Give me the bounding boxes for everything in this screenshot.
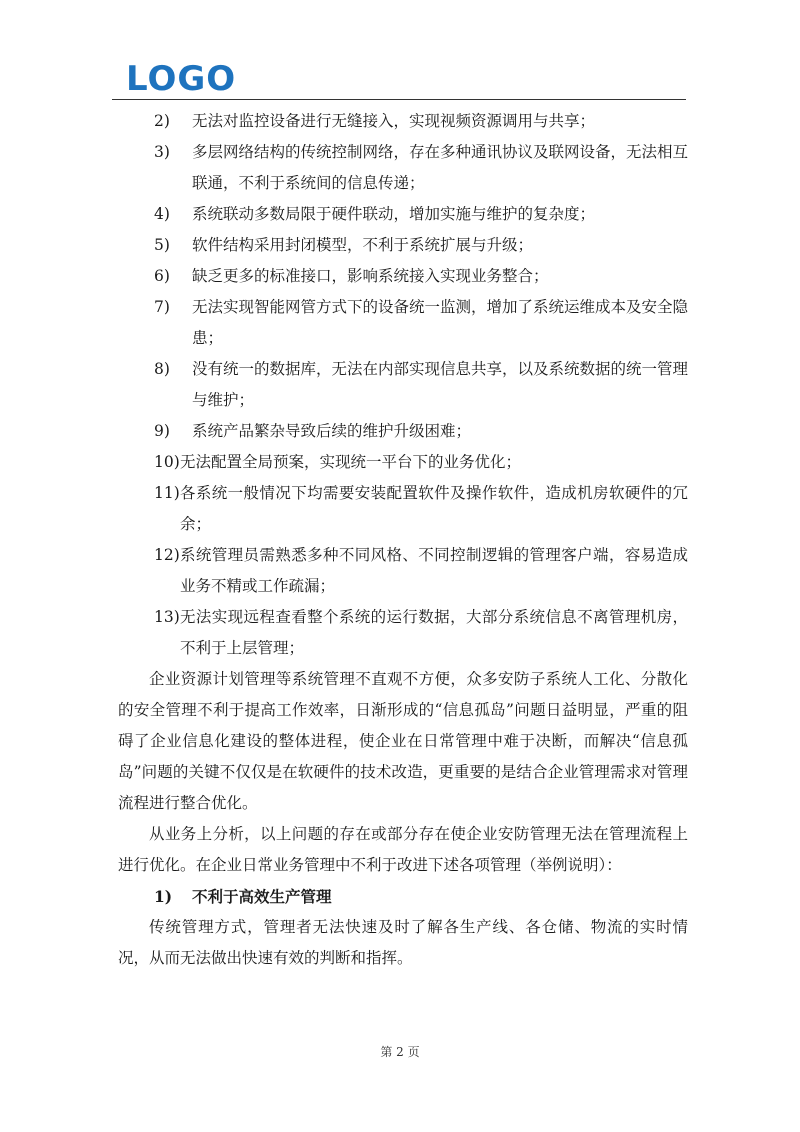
document-body (118, 106, 688, 974)
logo: LOGO (126, 59, 237, 99)
header-rule (112, 99, 686, 100)
list-text: 各系统一般情况下均需要安装配置软件及操作软件，造成机房软硬件的冗余； (180, 484, 688, 533)
list-number: 2) (154, 112, 170, 130)
subheading-number: 1) (154, 887, 173, 906)
paragraph: 传统管理方式，管理者无法快速及时了解各生产线、各仓储、物流的实时情况，从而无法做出快速有效的判断和指挥。 (118, 918, 688, 967)
list-number: 7) (154, 298, 170, 316)
list-item (118, 137, 688, 199)
list-item (118, 416, 688, 447)
list-text: 没有统一的数据库，无法在内部实现信息共享，以及系统数据的统一管理与维护； (192, 360, 689, 409)
list-item (118, 540, 688, 602)
list-text: 无法实现智能网管方式下的设备统一监测，增加了系统运维成本及安全隐患； (192, 298, 689, 347)
list-item (118, 478, 688, 540)
paragraph: 从业务上分析，以上问题的存在或部分存在使企业安防管理无法在管理流程上进行优化。在企业日常业务管理中不利于改进下述各项管理（举例说明）： (118, 825, 688, 874)
list-text: 多层网络结构的传统控制网络，存在多种通讯协议及联网设备，无法相互联通，不利于系统间的信息传递； (192, 143, 689, 192)
list-item (118, 447, 688, 478)
subheading (118, 881, 688, 912)
list-number: 4) (154, 205, 170, 223)
subheading-title: 不利于高效生产管理 (192, 887, 332, 906)
list-item (118, 199, 688, 230)
list-item (118, 292, 688, 354)
list-item (118, 602, 688, 664)
list-text: 系统联动多数局限于硬件联动，增加实施与维护的复杂度； (192, 205, 596, 223)
list-number: 10) (154, 453, 180, 471)
page-number: 第 2 页 (380, 1045, 420, 1059)
list-text: 系统产品繁杂导致后续的维护升级困难； (192, 422, 472, 440)
list-number: 13) (154, 608, 180, 626)
list-text: 无法对监控设备进行无缝接入，实现视频资源调用与共享； (192, 112, 596, 130)
list-number: 9) (154, 422, 170, 440)
list-number: 11) (154, 484, 180, 502)
list-item (118, 354, 688, 416)
list-text: 系统管理员需熟悉多种不同风格、不同控制逻辑的管理客户端，容易造成业务不精或工作疏漏； (180, 546, 688, 595)
list-number: 3) (154, 143, 170, 161)
list-number: 5) (154, 236, 170, 254)
list-item (118, 106, 688, 137)
list-number: 8) (154, 360, 170, 378)
list-text: 无法配置全局预案，实现统一平台下的业务优化； (180, 453, 522, 471)
list-number: 6) (154, 267, 170, 285)
list-text: 软件结构采用封闭模型，不利于系统扩展与升级； (192, 236, 534, 254)
list-number: 12) (154, 546, 180, 564)
paragraph: 企业资源计划管理等系统管理不直观不方便，众多安防子系统人工化、分散化的安全管理不利于提高工作效率，日渐形成的“信息孤岛”问题日益明显，严重的阻碍了企业信息化建设的整体进程，使企业在日常管理中难于决断，而解决“信息孤岛”问题的关键不仅仅是在软硬件的技术改造，更重要的是结合企业管理需求对管理流程进行整合优化。 (118, 670, 688, 812)
list-text: 缺乏更多的标准接口，影响系统接入实现业务整合； (192, 267, 549, 285)
list-item (118, 230, 688, 261)
list-item (118, 261, 688, 292)
list-text: 无法实现远程查看整个系统的运行数据，大部分系统信息不离管理机房，不利于上层管理； (180, 608, 688, 657)
